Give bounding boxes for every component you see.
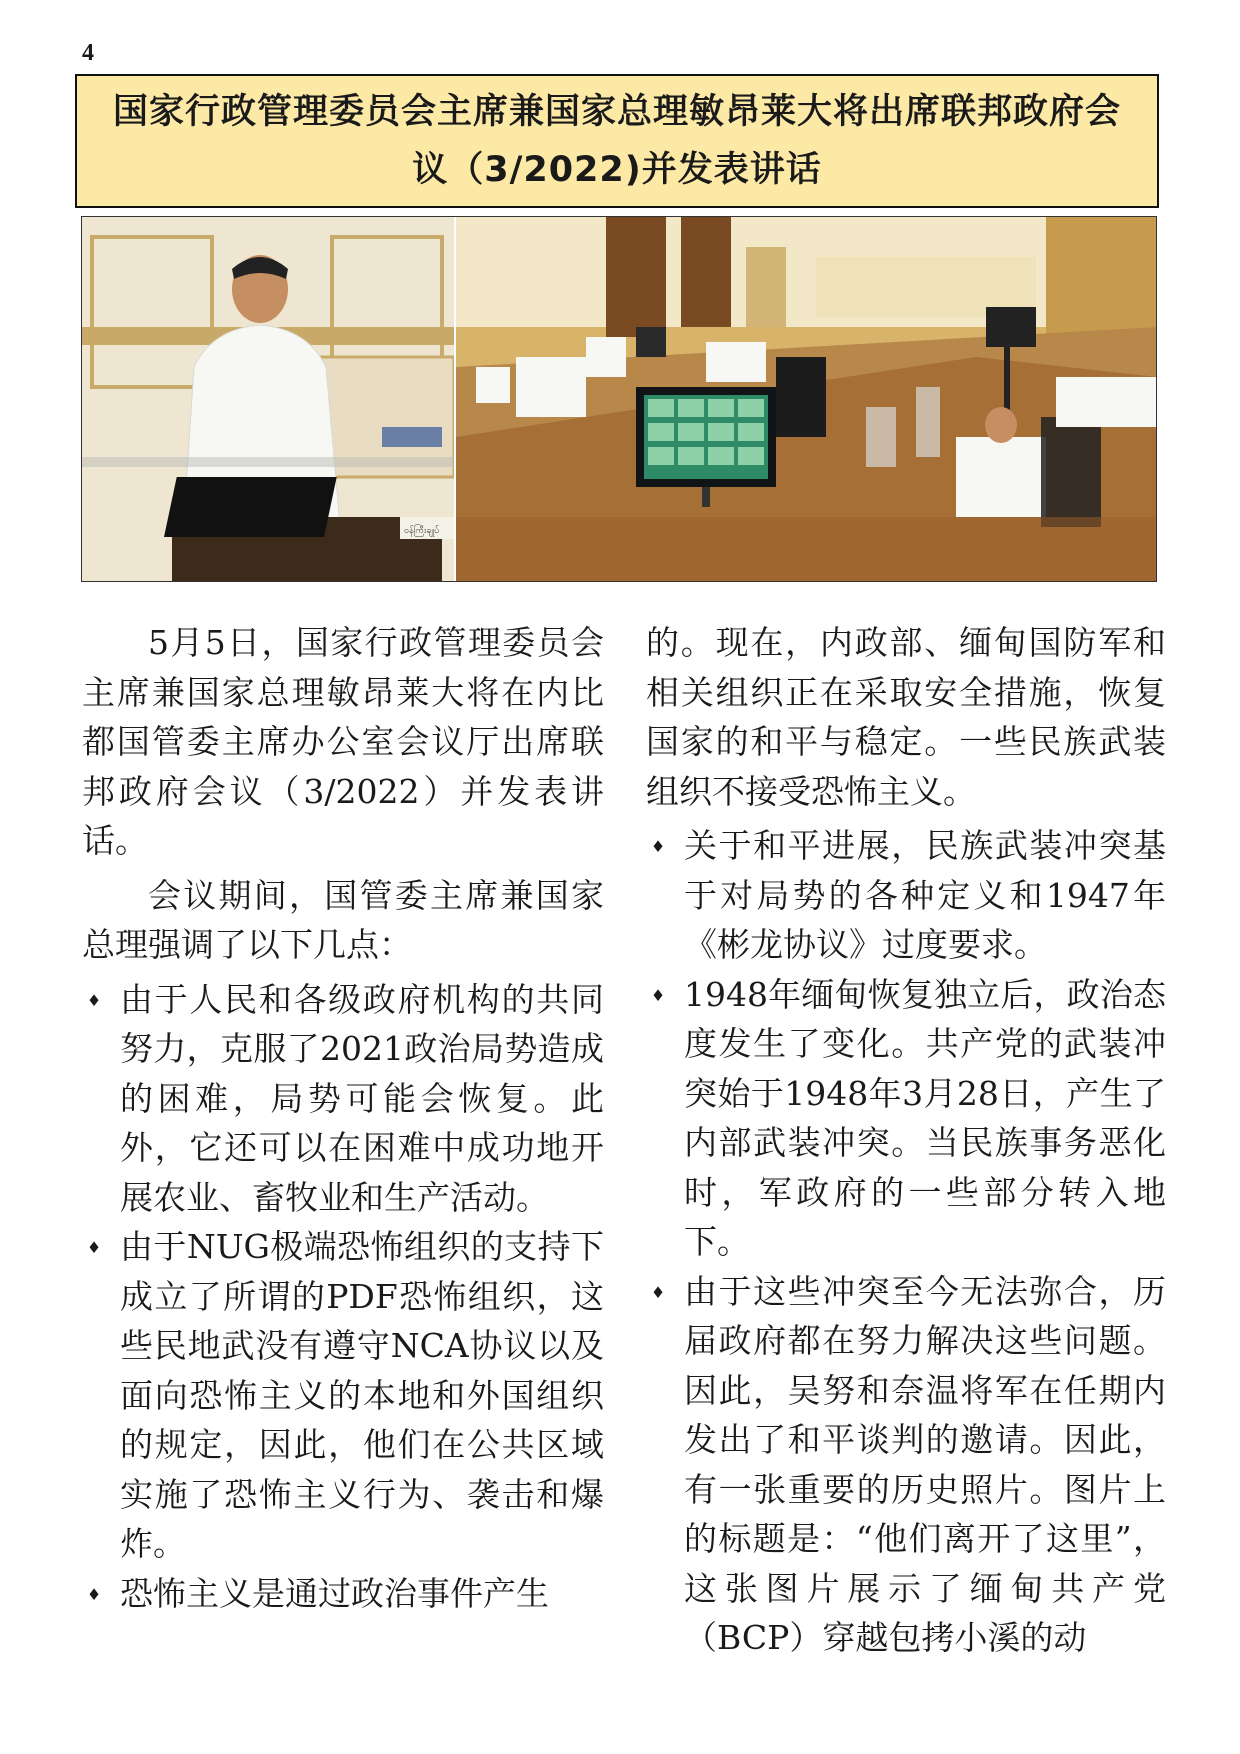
bullet-text: 恐怖主义是通过政治事件产生 xyxy=(120,1573,549,1613)
list-item xyxy=(646,821,1166,970)
diamond-bullet-icon: ♦ xyxy=(650,985,666,1005)
nameplate-text: ဝန်ကြီးချုပ် xyxy=(404,526,440,536)
diamond-bullet-icon: ♦ xyxy=(650,1282,666,1302)
bullet-text: 由于这些冲突至今无法弥合，历届政府都在努力解决这些问题。因此，吴努和奈温将军在任期内发出了和平谈判的邀请。因此，有一张重要的历史照片。图片上的标题是：“他们离开了这里”，这张图片展示了缅甸共产党（BCP）穿越包拷小溪的动 xyxy=(684,1271,1166,1657)
photo-chairman-speaking xyxy=(82,217,456,581)
diamond-bullet-icon: ♦ xyxy=(86,1238,102,1257)
list-item xyxy=(82,1569,604,1619)
diamond-bullet-icon: ♦ xyxy=(86,1584,102,1604)
diamond-bullet-icon: ♦ xyxy=(86,990,102,1010)
bullet-text: 由于人民和各级政府机构的共同努力，克服了2021政治局势造成的困难，局势可能会恢复。此外，它还可以在困难中成功地开展农业、畜牧业和生产活动。 xyxy=(120,979,604,1217)
bullet-text: 关于和平进展，民族武装冲突基于对局势的各种定义和1947年《彬龙协议》过度要求。 xyxy=(684,826,1166,964)
bullet-list-right xyxy=(646,821,1166,1663)
bullet-list-left xyxy=(82,975,604,1619)
photo-conference-illustration xyxy=(456,217,1157,581)
list-item xyxy=(646,970,1166,1267)
page-number: 4 xyxy=(82,40,94,66)
paragraph-intro: 5月5日，国家行政管理委员会主席兼国家总理敏昂莱大将在内比都国管委主席办公室会议厅出席联邦政府会议（3/2022）并发表讲话。 xyxy=(82,623,604,860)
photo-strip xyxy=(81,216,1157,582)
bullet-text: 由于NUG极端恐怖组织的支持下成立了所谓的PDF恐怖组织，这些民地武没有遵守NCA协议以及面向恐怖主义的本地和外国组织的规定，因此，他们在公共区域实施了恐怖主义行为、袭击和爆炸。 xyxy=(120,1227,604,1563)
list-item xyxy=(82,1222,604,1569)
photo-chairman-illustration xyxy=(82,217,454,581)
list-item xyxy=(646,1267,1166,1663)
list-item xyxy=(82,975,604,1223)
bullet-text: 1948年缅甸恢复独立后，政治态度发生了变化。共产党的武装冲突始于1948年3月28日，产生了内部武装冲突。当民族事务恶化时，军政府的一些部分转入地下。 xyxy=(684,974,1166,1261)
right-column xyxy=(646,618,1166,1663)
photo-conference-room xyxy=(456,217,1157,581)
diamond-bullet-icon: ♦ xyxy=(650,837,666,856)
left-column xyxy=(82,618,604,1618)
title-banner xyxy=(75,74,1159,208)
paragraph-continuation: 的。现在，内政部、缅甸国防军和相关组织正在采取安全措施，恢复国家的和平与稳定。一些民族武装组织不接受恐怖主义。 xyxy=(646,623,1166,811)
paragraph-points-lead: 会议期间，国管委主席兼国家总理强调了以下几点： xyxy=(82,875,604,964)
page-title: 国家行政管理委员会主席兼国家总理敏昂莱大将出席联邦政府会议（3/2022)并发表讲话 xyxy=(112,92,1121,190)
